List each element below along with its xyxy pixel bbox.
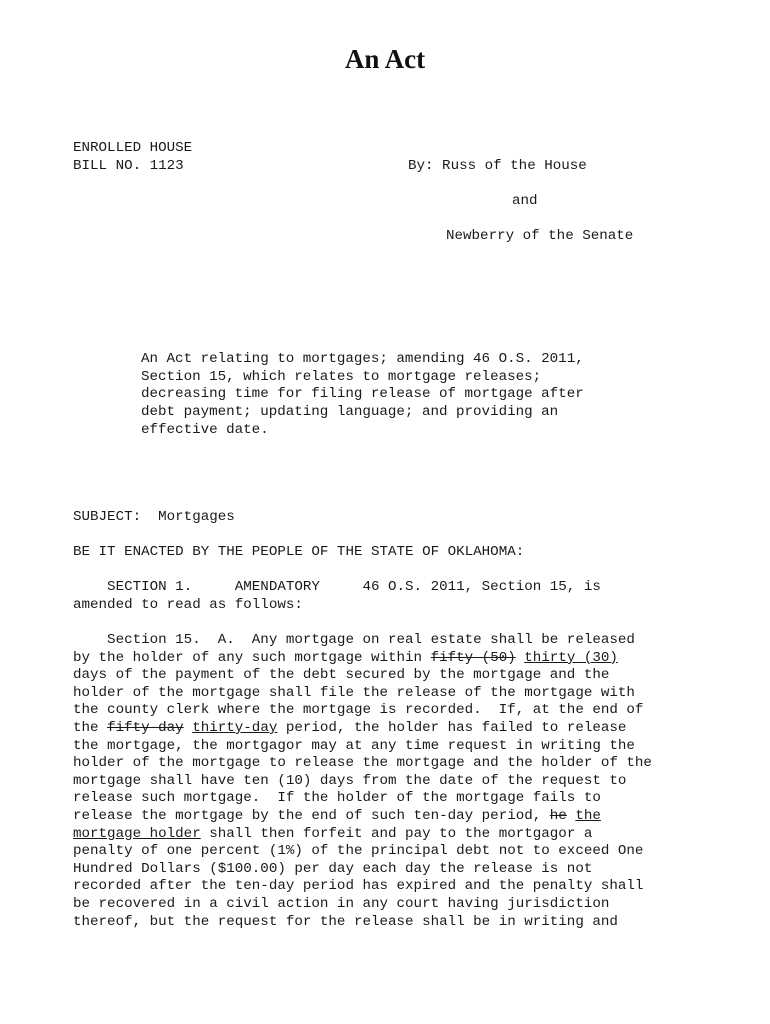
body-line: [73, 720, 626, 738]
body-line: [73, 878, 643, 896]
senate-author: Newberry of the Senate: [446, 228, 634, 244]
body-text-run: the county clerk where the mortgage is recorded. If, at the end of: [73, 702, 644, 719]
body-line: [73, 826, 592, 844]
authors-conjunction: and: [512, 193, 538, 209]
summary-line: decreasing time for filing release of mortgage after: [141, 386, 584, 402]
deleted-text: he: [549, 808, 567, 824]
section-heading-continued: amended to read as follows:: [73, 597, 303, 613]
inserted-text: mortgage holder: [73, 825, 201, 842]
body-line: [73, 808, 601, 826]
body-text-run: Hundred Dollars ($100.00) per day each day the release is not: [73, 860, 593, 877]
body-line: [73, 650, 618, 668]
body-text-run: recorded after the ten-day period has expired and the penalty shall: [73, 878, 644, 895]
body-text-run: penalty of one percent (1%) of the principal debt not to exceed One: [73, 843, 644, 860]
summary-line: debt payment; updating language; and providing an: [141, 404, 559, 420]
body-text-run: thereof, but the request for the release shall be in writing and: [73, 913, 618, 930]
inserted-text: thirty-day: [192, 720, 278, 736]
body-line: [73, 667, 609, 685]
enacting-clause: BE IT ENACTED BY THE PEOPLE OF THE STATE OF OKLAHOMA:: [73, 544, 525, 560]
body-line: [73, 632, 635, 650]
body-text-run: mortgage shall have ten (10) days from the date of the request to: [73, 772, 627, 789]
body-line: [73, 843, 643, 861]
deleted-text: fifty-day: [107, 720, 184, 736]
body-line: [73, 738, 635, 756]
body-text-run: shall then forfeit and pay to the mortgagor a: [200, 825, 593, 842]
body-text-run: by the holder of any such mortgage within: [73, 649, 431, 666]
body-text-run: the: [73, 720, 108, 736]
inserted-text: thirty (30): [524, 649, 618, 666]
body-text-run: Section 15. A. Any mortgage on real estate shall be released: [73, 632, 635, 648]
body-text-run: the mortgage, the mortgagor may at any time request in writing the: [73, 737, 635, 754]
body-line: [73, 896, 609, 914]
body-text-run: release the mortgage by the end of such ten-day period,: [73, 808, 550, 824]
body-text-run: release such mortgage. If the holder of the mortgage fails to: [73, 790, 601, 807]
body-text-run: days of the payment of the debt secured by the mortgage and the: [73, 667, 610, 684]
body-line: [73, 861, 592, 879]
body-text-run: holder of the mortgage to release the mortgage and the holder of the: [73, 755, 652, 772]
house-author: By: Russ of the House: [408, 158, 587, 174]
summary-line: effective date.: [141, 422, 269, 438]
section-heading: SECTION 1. AMENDATORY 46 O.S. 2011, Section 15, is: [73, 579, 601, 595]
body-text-run: holder of the mortgage shall file the release of the mortgage with: [73, 684, 635, 701]
deleted-text: fifty (50): [430, 649, 516, 666]
body-line: [73, 790, 601, 808]
body-line: [73, 755, 652, 773]
body-text-run: period, the holder has failed to release: [277, 720, 627, 736]
body-line: [73, 914, 618, 932]
body-text-run: [516, 650, 525, 666]
body-text-run: [184, 720, 193, 736]
bill-label-line1: ENROLLED HOUSE: [73, 140, 193, 156]
body-text-run: be recovered in a civil action in any court having jurisdiction: [73, 896, 610, 912]
subject-line: SUBJECT: Mortgages: [73, 509, 235, 525]
summary-line: An Act relating to mortgages; amending 46 O.S. 2011,: [141, 351, 584, 367]
body-line: [73, 702, 643, 720]
document-title: An Act: [344, 44, 426, 74]
bill-number: BILL NO. 1123: [73, 158, 184, 174]
body-line: [73, 685, 635, 703]
inserted-text: the: [575, 808, 601, 824]
summary-line: Section 15, which relates to mortgage releases;: [141, 369, 542, 385]
body-line: [73, 773, 626, 791]
